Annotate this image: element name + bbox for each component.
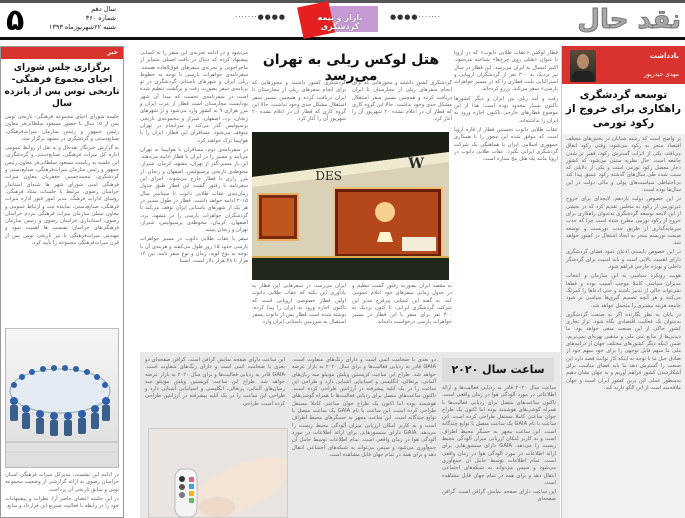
decorative-dots-right: ●●●●·······: [390, 13, 442, 21]
hotel-body-right: [454, 50, 558, 350]
opinion-paragraph: در این خصوص دولت یازدهم، لایحه‌ای برای خروج غیرتورمی از رکود به مجلس تقدیم کرد که در بخشی از این لایحه توسعه گردشگری به‌عنوان راهکاری برای خروج از رکود تورمی مطرح شده است چرا که جذب سرمایه‌گذاری از طریق جذب توریست و توسعه صنعت توریسم منجر به ایجاد اشتغال در کشور خواهد شد.: [566, 196, 681, 247]
hotel-body-b: [352, 80, 452, 130]
hotel-paragraph: ایران می‌رسد. در سفرهایی این قطار به یادآوری این نکته که عقاب طلایی دانوب اولین قطار خصوصی اروپایی است که تاکنون اجازه ورود به ایران را پیدا کرده، نوشته شده است قطار پس از دانوب بسفر استقبال به سرزمین باستانی ایران وارد: [252, 283, 346, 326]
news-column: [0, 46, 124, 518]
watch-paragraph: دو بعدی با ضخامت اتمی است و دارای رنگ‌های متفاوت است. GAIA قادر به ردیابی فعالیت‌ها و برای سال ۲۰۲۰ به بازار عرضه خواهد شد. طراح این ساعت کریستین ویلش مونیلو سه زبان‌های آلمانی، پرتغالی، انگلیسی و اسپانیایی آشنایی دارد و طراحی این ساعت را در یک آتلیه پیشرفته در آرژانتین طراحی کرده است. تاکنون ساعت‌های متصل برای ردیابی فعالیت‌ها با همراه گوشی‌های هوشمند بوده اما اکنون یک طراح جوان ساعتی کاملا مستقل طراحی کرده است. این ساعت با نام GAIA یک ساعت متصل با توابع چندگانه است. این ساعت مجهز به حسگرهای محیط اطراف است و به کاربر امکان ارزیابی میزان آلودگی محیط زیست را می‌دهد. GAIA دارای سنسورهایی برای ارائه اطلاعات در مورد آلودگی هوا در زمان واقعی است. تمام اطلاعات توسط حامل آن جمع‌آوری می‌شود و سپس می‌تواند به شبکه‌های اجتماعی انتقال دهد و برای همه در تمام جهان قابل مشاهده است.: [292, 357, 436, 458]
opinion-paragraph: هویت رویکرد سیاسی به این سازمان و انتخاب مدیران سیاسی کاملا موجب آسیب بوده و قطعا نمی‌تواند خالی از تدبیر باشند و حتی ادعاها را کمرنگ می‌کنند و هر آنچه تصمیم گیری‌ها سیاسی تر شود جامعه هزینه بیشتری را متحمل خواهد شد.: [566, 273, 681, 309]
watch-body-a: [145, 357, 285, 425]
news-paragraph: در ادامه این نشست، مدیرکل میراث فرهنگی استان خراسان رضوی به ارائه گزارشی از وضعیت مجموعه توس و سابق تاریخی آن پرداخت.: [5, 472, 119, 493]
author-photo: [570, 50, 596, 82]
hotel-paragraph: رفت و آمد ریلی بین ایران و دیگر کشورها تاکنون بسیار محدود بوده است؛ هدا از این موضوع قطارهای خارجی تاکنون اجازه ورود به ایران را نداشته‌اند.: [454, 95, 558, 124]
hotel-body-a: [252, 80, 346, 130]
author-face: [577, 54, 589, 69]
opinion-author: مهدی حیدرپور: [644, 71, 679, 78]
hotel-column-left: [140, 50, 248, 348]
watch-body-c: [442, 385, 556, 510]
hotel-paragraph: به مقصد ایران بصورت رفتور گشت تنظیم و در جدول زمانی سفرهای خود اعلام عمومی کند. به گفته این کمپانی پیرفرج مدیر این شرکت گردشگری ایرانی، تا کنون نزدیک به ۳۰۰ نفر برای سفر با این قطار در مسیر جواهرات پارسی درخواست داده‌اند.: [352, 283, 452, 326]
watch-paragraph: این ساعت دارای صفحه نمایش گرافن است. گرافن صفحه‌ای دو بعدی با ضخامت اتمی است و دارای رنگ‌های متفاوت است. GAIA قادر به ردیابی فعالیت‌ها و برای سال ۲۰۲۰ به بازار عرضه خواهد شد. طراح این ساعت کریستین ویلش مونیلو سه رسان‌های آلمانی، پرتغالی، انگلیسی و اسپانیایی آشنایی دارد و طراحی این ساعت را در یک آتلیه پیشرفته در آرژانتین طراحی کرده است. طراحی: [145, 357, 285, 407]
opinion-header: [562, 46, 685, 84]
watch-photo: [148, 428, 288, 518]
opinion-body: [562, 134, 685, 396]
opinion-paragraph: پر واضح است که رشته شتابان در بخش‌های مختلف اقتصاد منجر به رکود می‌شود، وقتی رکود اتفاق می‌افتد، یکی از اثرات گسترش رکود، فقیر تر شدن جامعه است. حال نظریه سنتی می‌شود که کشور دچار معضل رکود تورمی است و یکی از دلایلی که سبب شده طی سال‌های گذشته رکود عمیق پیدا کند بی‌احتیاطی سیاست‌های پولی و مالی دولت در این سال‌ها بوده است.: [566, 136, 681, 194]
watch-paragraph: ساعت سال ۲۰۲۰ قادر به ردیابی فعالیت‌ها و ارائه اطلاعاتی در مورد آلودگی هوا در زمان واقعی است. تاکنون ساعت‌های متصل برای ردیابی فعالیت‌ها با همراه گوشی‌های هوشمند بوده اما اکنون یک طراح جوان ساعتی کاملا مستقل طراحی کرده است. این ساعت با نام GAIA یک ساعت متصل با توابع چندگانه است. این ساعت مجهز به حسگر محیط اطراف است و به کاربر امکان ارزیابی میزان آلودگی محیط زیست را می‌دهد. GAIA دارای سنسورهایی برای ارائه اطلاعات در مورد آلودگی هوا در زمان واقعی است. تمام اطلاعات توسط حامل آن جمع‌آوری می‌شود و سپس می‌تواند به شبکه‌های اجتماعی انتقال دهد و برای همه در تمام جهان قابل مشاهده است.: [442, 385, 556, 486]
opinion-kicker: یادداشت: [649, 52, 679, 60]
news-body-continued: [1, 471, 123, 518]
hotel-paragraph: سفر با عقاب طلایی دانوب در مسیر جواهرات پارسی حدود ۱۵ روز طول می‌کشد و هزینه‌ی آن با توجه به نوع کوپه، زمان و نوع سفر نامه، بین ۱۴ هزار تا ۳۸ هزار دلار است. ایسنا: [140, 236, 248, 265]
news-body: [1, 113, 123, 325]
hotel-body-c: [252, 283, 346, 349]
watch-headline: ساعت سال ۲۰۲۰: [442, 358, 554, 382]
train-lettering-w: W: [408, 156, 424, 172]
hotel-paragraph: می‌شود و در ادامه تجربه‌ی این سفر را به کسانی پیشنهاد کرده که دنبال در بافت اصیلی متمایز از ماجراجویی و تجربه‌ی سفرهای فوق‌العاده هستند. سفرنامه‌ی جواهرات پارسی با توجه به خطوط ریلی ایران و شهرهای باستانی گردشگری در تو برنامه‌ی سفر بصورت رفت و برگشت تنظیم شده است در سفرنامه‌ی نخست که مبدا آن شهر بوداپست مجارستان است قطار از غرب ایران و مرز هرازی ۹ به کشور وارد می‌شود و از شهرهای زنجان، یزد، اصفهان، شیراز و مجموعه‌ی تاریخی پرسپولیس گذر می‌کند و سرانجام در تهران متوقف می‌شود. مسافران این قطار، ایران را با هواپیما ترک خواهند کرد.: [140, 50, 248, 144]
hotel-headline: هتل لوکس ریلی به تهران می‌رسد: [262, 52, 440, 84]
opinion-column: [561, 46, 685, 518]
hotel-paragraph: گردشگری کشور داشتند و مجوزهایی که برای انجام سفرهای ریلی از مجارستان تا ایران دریافت کرده و همچنین مسیر سفر استقلال مشکل جدی وجود نداشت. حالا این گروه کاری که قطار آن در اعلام نشده ۲۰ شهریور آن را آغاز کرد.: [252, 80, 346, 123]
hotel-body-d: [352, 283, 452, 349]
decorative-dots-left: ·······●●●●: [235, 13, 287, 21]
page-number: ۵: [6, 3, 25, 38]
hotel-paragraph: عقاب طلایی دانوب نخستین قطار از قاره اروپا است که موفق شده این مجوز را با همکاری جمهوری اسلامی ایران با هماهنگی یک شرکت گردشگری ایرانی بگیرد. عقاب طلایی دانوب در اروپا مانند یک هتل پنج ستاره است.: [454, 126, 558, 163]
masthead: [0, 0, 685, 40]
hotel-train-photo: [252, 132, 449, 280]
section-banner-label: بازار و بیمه گردشگری: [317, 13, 363, 31]
hotel-paragraph: قطار لوکس «عقاب طلایی دانوب» که در اروپا با عنوان «هتلی روی چرخ‌ها» شناخته می‌شود، اکتبر امسال به ایران می‌رسد. این قطار در سال نیز نزدیک به ۳۰۰ نفر از گردشگران اروپایی و استرالیایی بلیت قطاری را که در مسیر جواهرات پارسی» سفر می‌کند، رزرو کرده‌اند.: [454, 50, 558, 93]
hotel-paragraph: در سفرنامه‌ی دوم، مسافران با هواپیما به تهران می‌آیند و مسیر را در ایران با قطار ادامه می‌دهند. این بار مسیر گذر از تهران، مشهد، کرمان، شیراز، محوطه‌ی تاریخی پرسپولیس، اصفهان و زنجان، از مرز رازی با قطار خارج می‌شوند. اجرای این سفرنامه با رفتور گشت این قطار طبق جدول زمان‌بندی عقاب طلایی دانوب تا سپتامبر سال ۲۰۱۵ ادامه خواهد داشت. قطار در طول مسیر در هر یک از شهرهای باستانی ایران توقف می‌کند تا گردشگران جواهرات پارسی را در مشهد، یزد، اصفهان، کرمان، محوطه‌ی پرسپولیس، شیراز، تهران و زنجان ببینند.: [140, 146, 248, 234]
section-banner: [300, 4, 378, 34]
news-header: [1, 47, 123, 59]
news-kicker: خبر: [107, 49, 118, 56]
hotel-column-right: [454, 50, 558, 350]
meeting-table-image: [5, 328, 119, 468]
wristband-illustration: [148, 429, 287, 518]
news-title: برگزاری جلس شورای احیای مجموع فرهنگی- تاریخی توس پس از پانزده سال: [4, 63, 120, 109]
news-paragraph: جلسه شورای احیای مجموعه فرهنگی- تاریخی توس پس از ۱۵ سال با حضور مسعود سلطانی‌فر معاون رئیس جمهور و رئیس سازمان میراث‌فرهنگی، صنایع‌دستی و گردشگری در مشهد برگزار شد.: [5, 114, 119, 142]
opinion-paragraph: در پایان به نظر نگارنده اگر به صنعت گردشگری به‌عنوان یک فعالیت اقتصادی نگاه شود، تراز تجاری کشور حاکی از این صنعت منفی خواهد بود. ما دیدنی‌ها از منابع غنی ملی و مذهبی بهره‌ای نمی‌بریم، ضمن اینکه دیگر کشورهای مختلف جهان از درآمدهای ملی ما سهم قابل توجهی را برای خود سهم خود از صادق جبل ما با توجه به اینکه کار توانت قصد دارد این صنعت را گسترش دهد ما باید فضای مناسب برای آشکارشدن کشور فراهم آوریم و به جهان نشان دهیم به‌منظور عملی این ترین کشور ایران است و جهان ملاقه‌مند است از این الگو دارید کند.: [566, 311, 681, 391]
issue-info: [36, 5, 116, 32]
watch-body-b: [292, 357, 436, 515]
hotel-paragraph: گردشگری کشور داشتند و مجوزهایی که برای انجام سفرهای ریلی از مجارستان تا ایران دریافت کرده و همچنین مسیر سفر استقلال مشکل جدی وجود نداشت. حالا این گروه کاری که قطار آن در اعلام نشده ۲۰ شهریور آن را آغاز کرد.: [352, 80, 452, 123]
opinion-paragraph: در این خصوص بایستی اذعان نمود فضای گردشگری دارای اهمیت بالایی است و باید امنیت برای گردشگر داخلی و بویژه خارجی فراهم شود.: [566, 249, 681, 271]
newspaper-logo: نقد حال: [577, 5, 681, 35]
author-shirt: [572, 71, 594, 82]
round-table-illustration: [5, 329, 118, 467]
issue-label: شماره ۳۶۰: [85, 14, 116, 22]
opinion-title: توسعه گردشگری راهکاری برای خروج از رکود تورمی: [562, 84, 685, 134]
news-paragraph: به گزارش خبرنگار نقدحال و به نقل از روابط عمومی اداره کل میراث فرهنگی، صنایع‌دستی و گردشگری، این جلسه به ریاست مسعود سلطانی‌فر معاون رئیس جمهور و رئیس سازمان میراث‌فرهنگی، صنایع‌دستی و گردشگری، محمدحسین جعفریان معاون میراث فرهنگی امنی شورای شهر ها شبه‌ای استاندار خراسان رضوی، مرتبط با جلسات ستاد فرهنگی، رؤسای ادارات فرهنگ، مدیر امور قبور اداره میراث فرهنگی، صنایع‌دستی، نماینده ثبت و ارتباط عمومی و معاون نسلی سازمان میراث فرهنگی مردم خراسان رضوی، استانداری خراسان رضوی و رئیس سازمان فرهنگی‌های خراسان نشست ها اهمیت نمود و مهندس میراث‌فرهنگی با نیز تاریخی توس پس از قرن میراث‌فرهنگی مجموعه را تأیید کرد.: [5, 145, 119, 247]
year-label: سال دهم: [91, 5, 116, 13]
watch-paragraph: این ساعت دارای صفحه نمایش گرافن است. گرافن صفحه‌ای: [442, 489, 556, 503]
date-label: شنبه ۲۲شهریورماه ۱۳۹۳: [48, 23, 116, 31]
train-lettering-des: DES: [315, 169, 342, 183]
news-paragraph: در این جلسه اعضای حاضر آرا، نظرات و پیشنهادات خود را در رابطه با فعالیت تسریع این قرارداد و منابع: [5, 495, 119, 510]
masthead-top-rule: [0, 0, 685, 3]
train-illustration: [252, 132, 449, 280]
